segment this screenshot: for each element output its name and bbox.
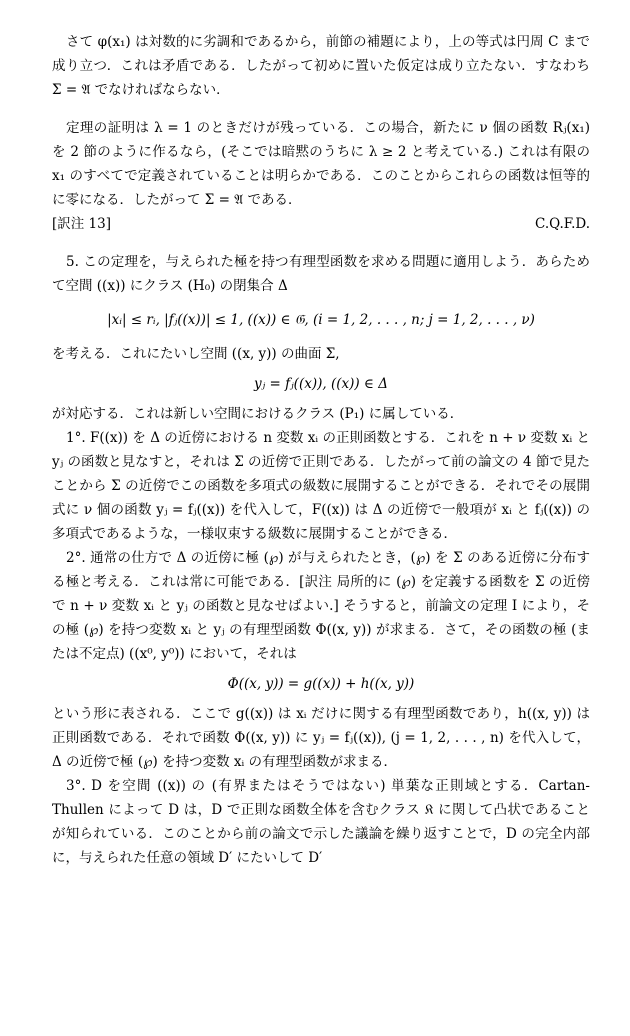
paragraph-contradiction: さて φ(x₁) は対数的に劣調和であるから，前節の補題により，上の等式は円周 C まで成り立つ．これは矛盾である．したがって初めに置いた仮定は成り立たない．すなわち Σ = 𝔄 でなければならない． (52, 34, 590, 98)
item-2: 2°. 通常の仕方で Δ の近傍に極 (℘) が与えられたとき，(℘) を Σ のある近傍に分布する極と考える．これは常に可能である．[訳注 局所的に (℘) を定義する函数を Σ の近傍で n + ν 変数 xᵢ と yⱼ の函数と見なせばよい.] そうすると，前論文の定理 I により，その極 (℘) を持つ変数 xᵢ と yⱼ の有理型函数 Φ((x, y)) が求まる．さて，その函数の極 (または不定点) ((x⁰, y⁰)) において，それは (52, 550, 590, 662)
equation-closed-set: |xᵢ| ≤ rᵢ, |fⱼ((x))| ≤ 1, ((x)) ∈ 𝔊, (i = 1, 2, . . . , n; j = 1, 2, . . . , ν) (107, 312, 535, 328)
qfd-mark: C.Q.F.D. (534, 216, 590, 232)
translator-note: [訳注 13] (52, 216, 112, 232)
paragraph-class-p1: が対応する．これは新しい空間におけるクラス (P₁) に属している． (52, 406, 464, 422)
equation-phi: Φ((x, y)) = g((x)) + h((x, y)) (227, 676, 415, 692)
item-1: 1°. F((x)) を Δ の近傍における n 変数 xᵢ の正則函数とする．これを n + ν 変数 xᵢ と yⱼ の函数と見なすと，それは Σ の近傍で正則である．したがって前の論文の 4 節で見たことから Σ の近傍でこの函数を多項式の級数に展開することができる．それでその展開式に ν 個の函数 yⱼ = fⱼ((x)) を代入して，F((x)) は Δ の近傍で一般項が xᵢ と fⱼ((x)) の多項式であるような，一様収束する級数に展開することができる． (52, 430, 590, 542)
equation-surface: yⱼ = fⱼ((x)), ((x)) ∈ Δ (254, 376, 388, 392)
note-row (52, 212, 590, 236)
paragraph-surface: を考える．これにたいし空間 ((x, y)) の曲面 Σ, (52, 346, 340, 362)
paragraph-lambda-one: 定理の証明は λ = 1 のときだけが残っている．この場合，新たに ν 個の函数 Rⱼ(x₁) を 2 節のように作るなら，(そこでは暗黙のうちに λ ≥ 2 と考えている.) これは有限の x₁ のすべてで定義されていることは明らかである．このことからこれらの函数は恒等的に零になる．したがって Σ = 𝔄 である． (52, 120, 590, 208)
paragraph-meromorphic: という形に表される．ここで g((x)) は xᵢ だけに関する有理型函数であり，h((x, y)) は正則函数である．それで函数 Φ((x, y)) に yⱼ = fⱼ((x)), (j = 1, 2, . . . , n) を代入して， Δ の近傍で極 (℘) を持つ変数 xᵢ の有理型函数が求まる． (52, 706, 590, 770)
section-5-intro: 5. この定理を，与えられた極を持つ有理型函数を求める問題に適用しよう．あらためて空間 ((x)) にクラス (H₀) の閉集合 Δ (52, 254, 590, 294)
item-3: 3°. D を空間 ((x)) の (有界またはそうではない) 単葉な正則域とする．Cartan-Thullen によって D は，D で正則な函数全体を含むクラス 𝔎 に関して凸状であることが知られている．このことから前の論文で示した議論を繰り返すことで，D の完全内部に，与えられた任意の領域 D′ にたいして D′ (52, 778, 590, 866)
